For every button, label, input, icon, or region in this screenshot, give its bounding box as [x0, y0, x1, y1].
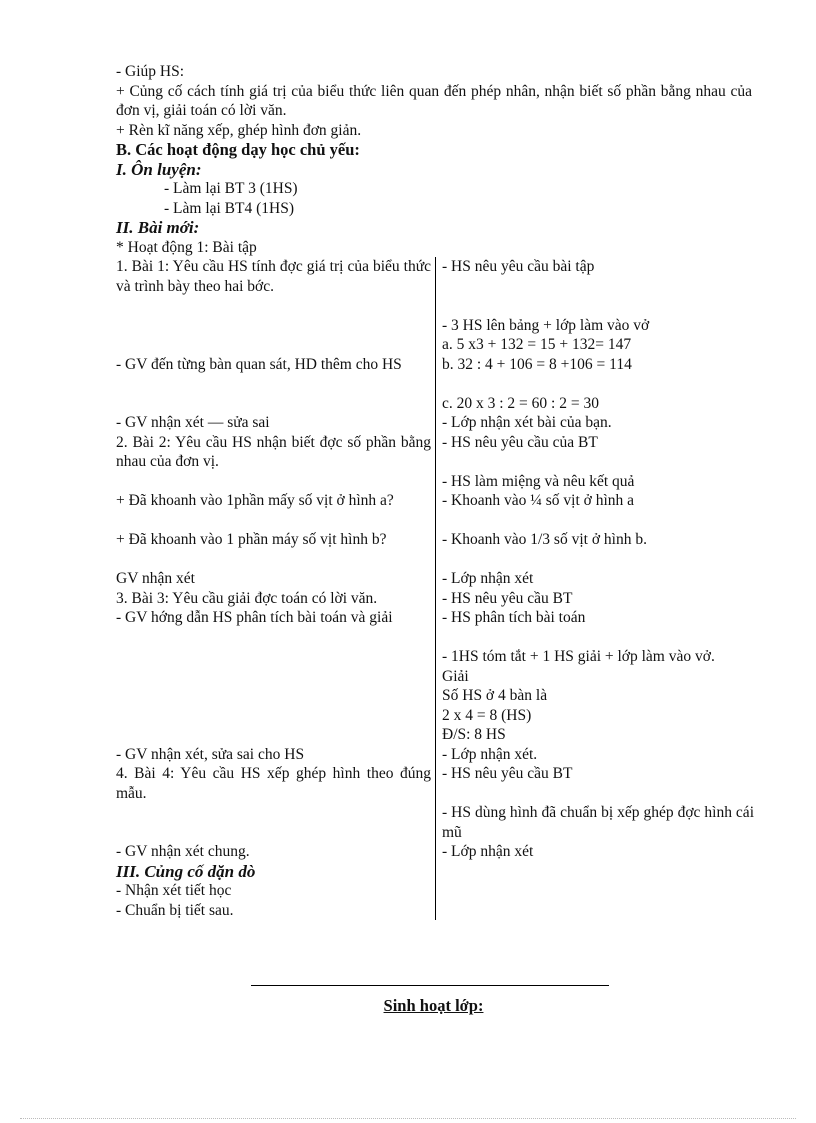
table-row — [116, 764, 754, 803]
wrapup-item: - Nhận xét tiết học — [116, 882, 232, 899]
student-cell: - HS nêu yêu cầu BT — [442, 765, 573, 782]
teacher-cell: 2. Bài 2: Yêu cầu HS nhận biết đợc số phần bằng nhau của đơn vị. — [116, 433, 431, 470]
table-row — [116, 257, 754, 316]
table-row — [116, 530, 754, 569]
table-row — [116, 433, 754, 472]
table-row — [116, 413, 754, 433]
review-item: - Làm lại BT 3 (1HS) — [164, 180, 298, 197]
solution-answer: Đ/S: 8 HS — [442, 726, 506, 743]
teacher-cell: GV nhận xét — [116, 570, 195, 587]
table-row — [116, 472, 754, 492]
table-row — [116, 491, 754, 530]
activity-table — [116, 257, 754, 920]
table-row — [116, 842, 754, 862]
solution-line: 2 x 4 = 8 (HS) — [442, 706, 532, 724]
solution-line: Số HS ở 4 bàn là — [442, 687, 548, 704]
teacher-cell: 1. Bài 1: Yêu cầu HS tính đợc giá trị của biểu thức và trình bày theo hai bớc. — [116, 258, 431, 295]
student-cell: - Lớp nhận xét. — [442, 745, 538, 763]
wrapup-item: - Chuẩn bị tiết sau. — [116, 901, 234, 919]
table-row — [116, 394, 754, 414]
student-cell: - HS nêu yêu cầu bài tập — [442, 258, 595, 275]
teacher-cell: - GV nhận xét — sửa sai — [116, 414, 270, 431]
teacher-cell: 3. Bài 3: Yêu cầu giải đợc toán có lời văn. — [116, 589, 378, 607]
student-cell: - Lớp nhận xét — [442, 843, 534, 860]
table-row — [116, 803, 754, 842]
page-edge-dots — [20, 1118, 796, 1119]
footer-title: Sinh hoạt lớp: — [383, 996, 484, 1015]
table-row — [116, 745, 754, 765]
document-page — [116, 62, 752, 920]
intro-line: + Củng cố cách tính giá trị của biểu thức liên quan đến phép nhân, nhận biết số phần bằng nhau của đơn vị, giải toán có lời văn. — [116, 82, 752, 119]
student-cell: - HS phân tích bài toán — [442, 609, 586, 626]
table-row — [116, 862, 754, 921]
section-3-heading: III. Củng cố dặn dò — [116, 861, 256, 881]
student-cell: - Khoanh vào 1/3 số vịt ở hình b. — [442, 531, 647, 548]
student-cell: - Lớp nhận xét — [442, 570, 534, 587]
section-b-heading: B. Các hoạt động dạy học chủ yếu: — [116, 140, 360, 159]
separator-line — [251, 985, 609, 986]
table-row — [116, 608, 754, 647]
intro-line: - Giúp HS: — [116, 63, 185, 80]
table-row — [116, 569, 754, 589]
table-row — [116, 316, 754, 355]
activity-heading: * Hoạt động 1: Bài tập — [116, 238, 257, 256]
student-cell: c. 20 x 3 : 2 = 60 : 2 = 30 — [442, 394, 599, 412]
student-cell: b. 32 : 4 + 106 = 8 +106 = 114 — [442, 355, 632, 373]
review-item: - Làm lại BT4 (1HS) — [164, 199, 295, 217]
teacher-cell: - GV hớng dẫn HS phân tích bài toán và giải — [116, 609, 393, 626]
student-cell: a. 5 x3 + 132 = 15 + 132= 147 — [442, 336, 632, 353]
teacher-cell: 4. Bài 4: Yêu cầu HS xếp ghép hình theo đúng mẫu. — [116, 765, 431, 802]
student-cell: - 3 HS lên bảng + lớp làm vào vở — [442, 316, 650, 334]
student-cell: - Lớp nhận xét bài của bạn. — [442, 414, 612, 431]
table-row — [116, 355, 754, 394]
table-row — [116, 589, 754, 609]
solution-label: Giải — [442, 667, 469, 685]
section-2-heading: II. Bài mới: — [116, 218, 200, 237]
student-cell: - HS làm miệng và nêu kết quả — [442, 472, 635, 490]
teacher-cell: + Đã khoanh vào 1phần mấy số vịt ở hình a? — [116, 492, 394, 509]
student-cell: - HS dùng hình đã chuẩn bị xếp ghép đợc hình cái mũ — [442, 804, 754, 841]
student-cell: - HS nêu yêu cầu của BT — [442, 433, 598, 451]
student-cell: - Khoanh vào ¼ số vịt ở hình a — [442, 492, 635, 509]
teacher-cell: + Đã khoanh vào 1 phần máy số vịt hình b? — [116, 531, 387, 548]
teacher-cell: - GV nhận xét chung. — [116, 843, 250, 860]
teacher-cell: - GV nhận xét, sửa sai cho HS — [116, 745, 305, 763]
student-cell: - 1HS tóm tắt + 1 HS giải + lớp làm vào vở. — [442, 648, 715, 665]
table-row — [116, 647, 754, 745]
section-1-heading: I. Ôn luyện: — [116, 159, 202, 179]
student-cell: - HS nêu yêu cầu BT — [442, 589, 573, 607]
teacher-cell: - GV đến từng bàn quan sát, HD thêm cho HS — [116, 355, 402, 373]
intro-line: + Rèn kĩ năng xếp, ghép hình đơn giản. — [116, 121, 362, 139]
